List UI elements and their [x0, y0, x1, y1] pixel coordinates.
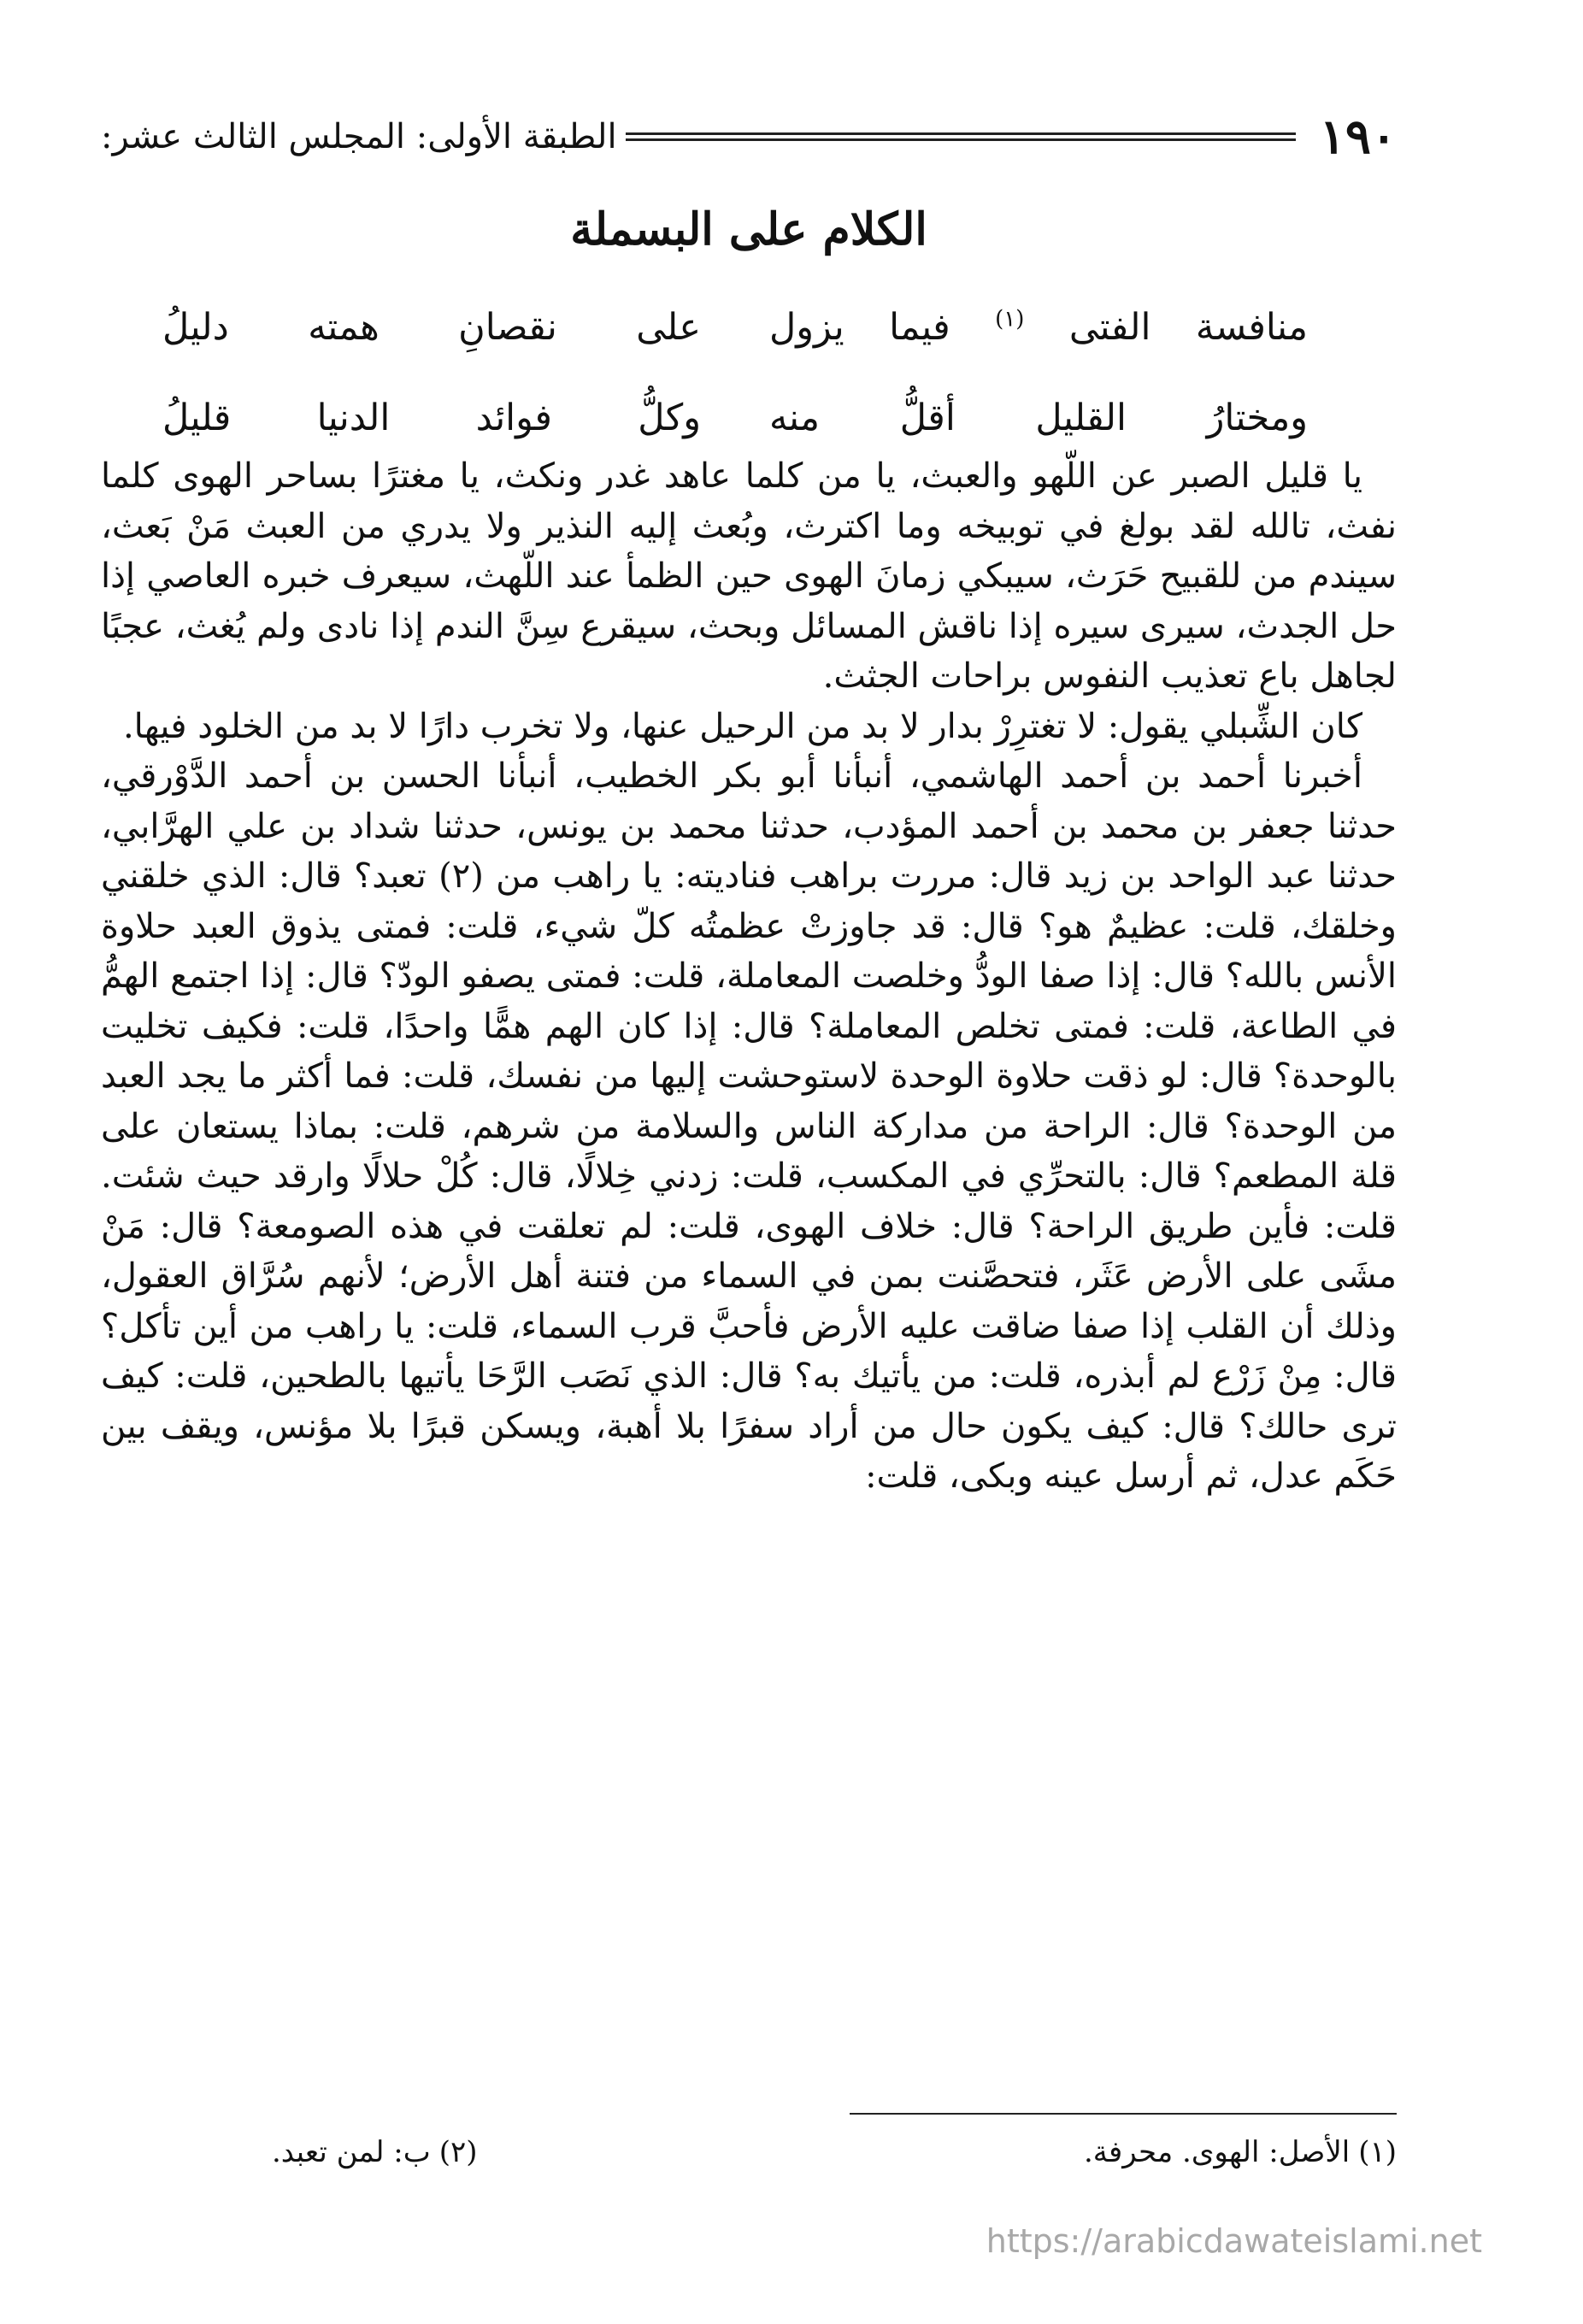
paragraph: أخبرنا أحمد بن أحمد الهاشمي، أنبأنا أبو بكر الخطيب، أنبأنا الحسن بن أحمد الدَّوْرقي، حدثنا جعفر بن محمد بن أحمد المؤدب، حدثنا محمد بن يونس، حدثنا شداد بن علي الهرَّابي، حدثنا عبد الواحد بن زيد قال: مررت براهب فناديته: يا راهب من (٢) تعبد؟ قال: الذي خلقني وخلقك، قلت: عظيمٌ هو؟ قال: قد جاوزتْ عظمتُه كلّ شيء، قلت: فمتى يذوق العبد حلاوة الأنس بالله؟ قال: إذا صفا الودُّ وخلصت المعاملة، قلت: فمتى يصفو الودّ؟ قال: إذا اجتمع الهمُّ في الطاعة، قلت: فمتى تخلص المعاملة؟ قال: إذا كان الهم همًّا واحدًا، قلت: فكيف تخليت بالوحدة؟ قال: لو ذقت حلاوة الوحدة لاستوحشت إليها من نفسك، قلت: فما أكثر ما يجد العبد من الوحدة؟ قال: الراحة من مداركة الناس والسلامة من شرهم، قلت: بماذا يستعان على قلة المطعم؟ قال: بالتحرِّي في المكسب، قلت: زدني خِلالًا، قال: كُلْ حلالًا وارقد حيث شئت. قلت: فأين طريق الراحة؟ قال: خلاف الهوى، قلت: لم تعلقت في هذه الصومعة؟ قال: مَنْ مشَى على الأرض عَثَر، فتحصَّنت بمن في السماء من فتنة أهل الأرض؛ لأنهم سُرَّاق العقول، وذلك أن القلب إذا صفا ضاقت عليه الأرض فأحبَّ قرب السماء، قلت: يا راهب من أين تأكل؟ قال: مِنْ زَرْع لم أبذره، قلت: من يأتيك به؟ قال: الذي نَصَب الرَّحَا يأتيها بالطحين، قلت: كيف ترى حالك؟ قال: كيف يكون حال من أراد سفرًا بلا أهبة، ويسكن قبرًا بلا مؤنس، ويقف بين حَكَم عدل، ثم أرسل عينه وبكى، قلت: [101, 756, 1398, 1496]
first-hemistich: ومختارُ القليل أقلُّ منه [769, 397, 1308, 439]
poem [162, 282, 1308, 463]
running-title: الطبقة الأولى: المجلس الثالث عشر: [101, 117, 617, 156]
page-number: ١٩٠ [1319, 109, 1397, 165]
paragraph: كان الشِّبلي يقول: لا تغترِرْ بدار لا بد من الرحيل عنها، ولا تخرب دارًا لا بد من الخلود فيها. [122, 706, 1362, 746]
header-rule [626, 132, 1296, 141]
verse [162, 373, 1308, 463]
footnote-marker: (١) [1358, 2135, 1397, 2169]
footnote [272, 2135, 478, 2169]
running-header [101, 109, 1397, 164]
section-title: الكلام على البسملة [570, 203, 927, 256]
second-hemistich: على نقصانِ همته دليلُ [162, 306, 701, 349]
paragraph: يا قليل الصبر عن اللّهو والعبث، يا من كلما عاهد غدر ونكث، يا مغترًا بساحر الهوى كلما نفث، تالله لقد بولغ في توبيخه وما اكترث، وبُعث إليه النذير ولا يدري من العبث مَنْ بَعث، سيندم من للقبيح حَرَث، سيبكي زمانَ الهوى حين الظمأ عند اللّهث، سيعرف خبره العاصي إذا حل الجدث، سيرى سيره إذا ناقش المسائل وبحث، سيقرع سِنَّ الندم إذا نادى ولم يُغث، عجبًا لجاهل باع تعذيب النفوس براحات الجثث. [101, 456, 1397, 696]
footnote-text: ب: لمن تعبد. [272, 2135, 431, 2169]
verse [162, 282, 1308, 373]
footnote [1084, 2135, 1397, 2169]
footnote-marker: (٢) [438, 2135, 478, 2169]
watermark-url: https://arabicdawateislami.net [986, 2222, 1482, 2260]
footnote-text: الأصل: الهوى. محرفة. [1084, 2135, 1351, 2169]
main-text [101, 451, 1397, 1502]
footnote-separator [850, 2113, 1397, 2115]
first-hemistich: منافسة الفتى $^{(١)}$ فيما يزول [769, 306, 1308, 349]
second-hemistich: وكلُّ فوائد الدنيا قليلُ [162, 397, 701, 439]
footnotes [101, 2135, 1397, 2169]
footnote-ref: (١) [995, 306, 1025, 332]
